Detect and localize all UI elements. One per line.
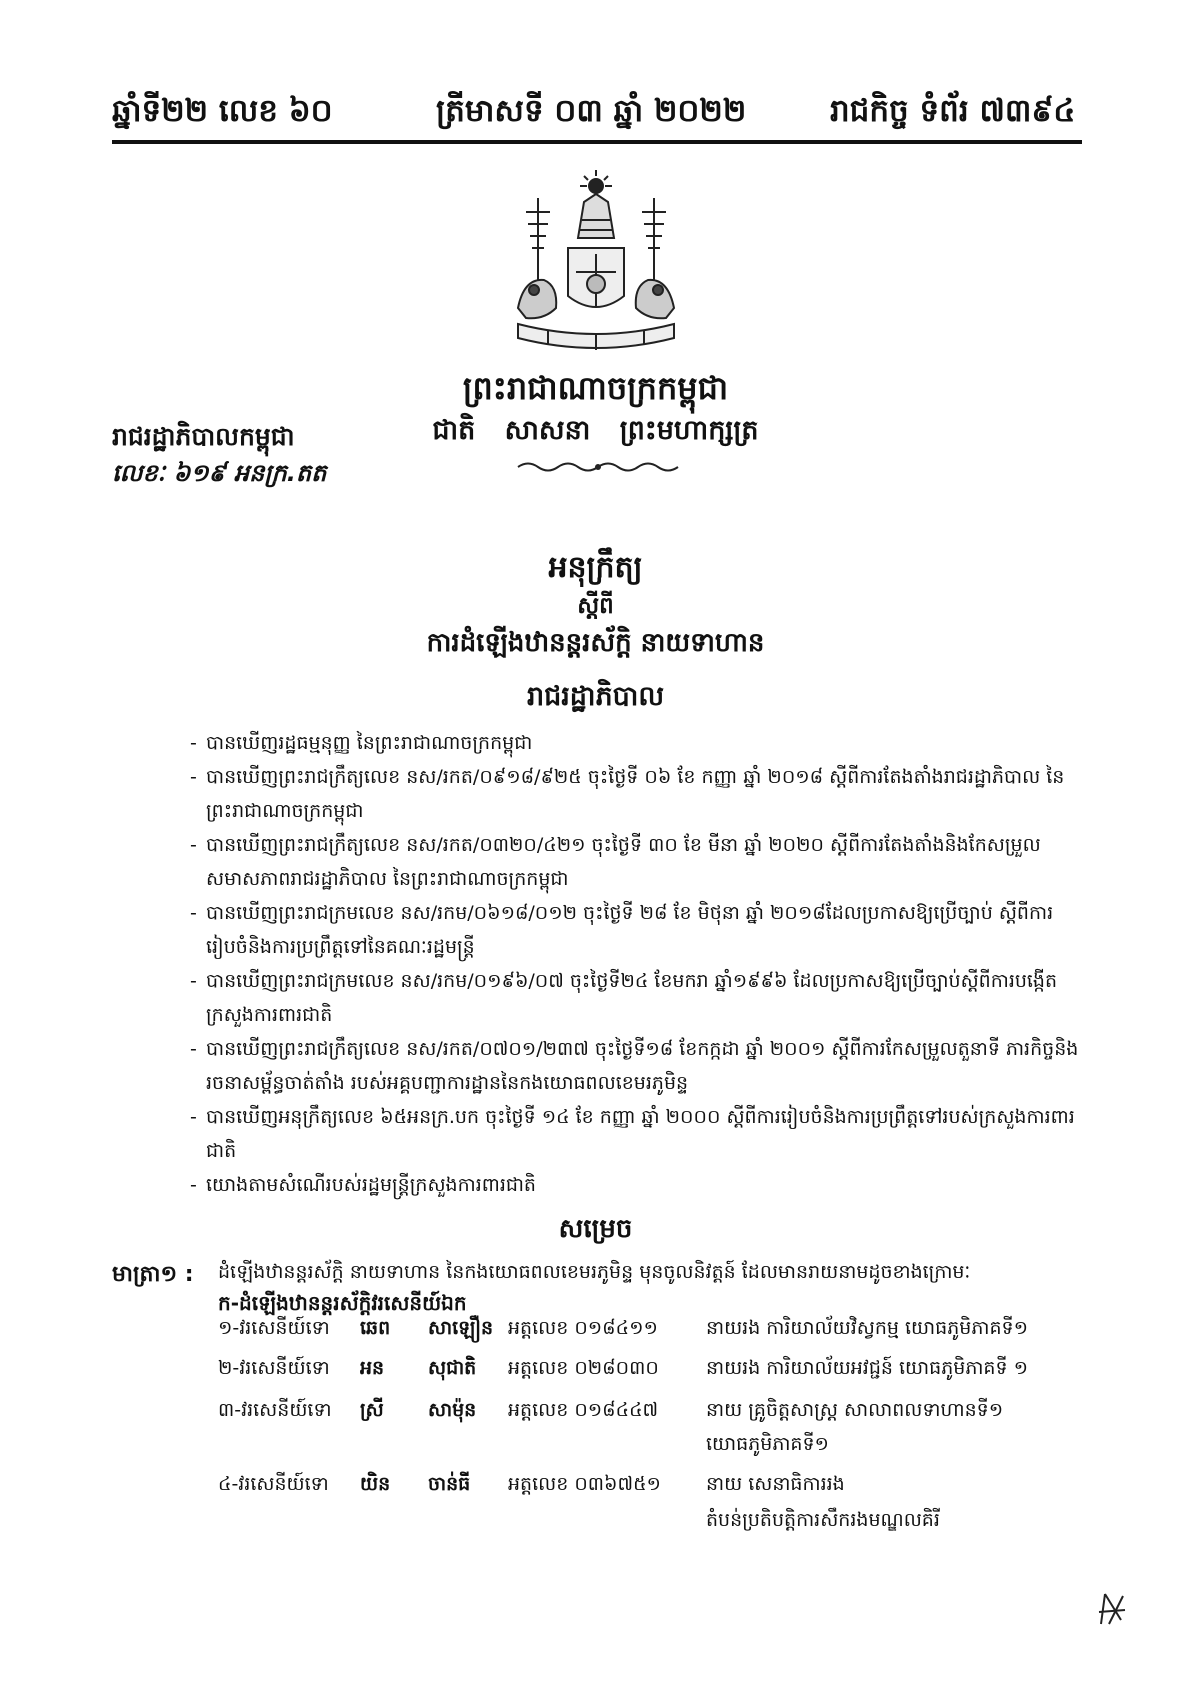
kingdom-name: ព្រះរាជាណាចក្រកម្ពុជា: [462, 369, 729, 407]
officer-position: នាយ គ្រូចិត្តសាស្ត្រ សាលាពលទាហានទី១: [706, 1399, 1004, 1421]
preamble-list: [190, 726, 1090, 1202]
officer-surname: ឆេព: [360, 1317, 391, 1339]
list-item: - បានឃើញព្រះរាជក្រឹត្យលេខ នស/រកត/០៩១៨/៩២៥ ចុះថ្ងៃទី ០៦ ខែ កញ្ញា ឆ្នាំ ២០១៨ ស្តីពីការតែងតាំងរាជរដ្ឋាភិបាល នៃព្រះរាជាណាចក្រកម្ពុជា: [190, 766, 1065, 822]
list-item: - យោងតាមសំណើរបស់រដ្ឋមន្ត្រីក្រសួងការពារជាតិ: [190, 1174, 536, 1196]
list-item: - បានឃើញព្រះរាជក្រឹត្យលេខ នស/រកត/០៣២០/៤២១ ចុះថ្ងៃទី ៣០ ខែ មីនា ឆ្នាំ ២០២០ ស្តីពីការតែងតាំងនិងកែសម្រួលសមាសភាពរាជរដ្ឋាភិបាល នៃព្រះរាជាណាចក្រកម្ពុជា: [190, 834, 1041, 890]
royal-emblem-icon: [498, 168, 694, 358]
ornament-divider-icon: [514, 458, 682, 476]
visa-text: បានឃើញរដ្ឋធម្មនុញ្ញ នៃព្រះរាជាណាចក្រកម្ពុជា: [206, 732, 533, 754]
list-item: - បានឃើញព្រះរាជក្រឹត្យលេខ នស/រកត/០៧០១/២៣៧ ចុះថ្ងៃទី១៨ ខែកក្កដា ឆ្នាំ ២០០១ ស្តីពីការកែសម្រួលតួនាទី ភារកិច្ចនិងរចនាសម្ព័ន្ធចាត់តាំង របស់អគ្គបញ្ជាការដ្ឋាននៃកងយោធពលខេមរភូមិន្ទ: [190, 1038, 1079, 1094]
officer-rank: ៣-វរសេនីយ៍ទោ: [218, 1399, 332, 1421]
officer-rank: ១-វរសេនីយ៍ទោ: [218, 1317, 330, 1339]
gazette-quarter: ត្រីមាសទី ០៣ ឆ្នាំ ២០២២: [436, 93, 747, 129]
officer-position: នាយរង ការិយាល័យអវជ្ជន៍ យោធភូមិភាគទី ១: [706, 1357, 1028, 1379]
officer-given-name: សុជាតិ: [428, 1357, 477, 1379]
officer-table: [0, 1312, 1191, 1552]
document-type: អនុក្រឹត្យ: [548, 550, 643, 585]
officer-position: នាយរង ការិយាល័យវិស្វកម្ម យោធភូមិភាគទី១: [706, 1317, 1028, 1339]
officer-given-name: សាម៉ុន: [428, 1399, 477, 1421]
gazette-year-number: ឆ្នាំទី២២ លេខ ៦០: [112, 93, 333, 129]
header-rule: [112, 140, 1082, 144]
visa-text: បានឃើញព្រះរាជក្រឹត្យលេខ នស/រកត/០៧០១/២៣៧ ចុះថ្ងៃទី១៨ ខែកក្កដា ឆ្នាំ ២០០១ ស្តីពីការកែសម្រួលតួនាទី ភារកិច្ចនិងរចនាសម្ព័ន្ធចាត់តាំង របស់អគ្គបញ្ជាការដ្ឋាននៃកងយោធពលខេមរភូមិន្ទ: [206, 1038, 1079, 1094]
gazette-page: រាជកិច្ច ទំព័រ ៧៣៩៤: [830, 93, 1076, 129]
officer-surname: ស្រី: [360, 1399, 384, 1421]
officer-surname: យិន: [360, 1473, 391, 1495]
visa-text: បានឃើញព្រះរាជក្រមលេខ នស/រកម/០១៩៦/០៧ ចុះថ្ងៃទី២៤ ខែមករា ឆ្នាំ១៩៩៦ ដែលប្រកាសឱ្យប្រើច្បាប់ស្តីពីការបង្កើតក្រសួងការពារជាតិ: [206, 970, 1058, 1026]
list-item: - បានឃើញរដ្ឋធម្មនុញ្ញ នៃព្រះរាជាណាចក្រកម្ពុជា: [190, 732, 533, 754]
officer-position: នាយ សេនាធិការរង: [706, 1473, 845, 1495]
issuing-authority: រាជរដ្ឋាភិបាល: [526, 681, 665, 712]
officer-rank: ២-វរសេនីយ៍ទោ: [218, 1357, 330, 1379]
officer-given-name: សាឡឿន: [428, 1317, 494, 1339]
document-subject: ការដំឡើងឋានន្តរស័ក្តិ នាយទាហាន: [426, 628, 765, 658]
list-item: - បានឃើញព្រះរាជក្រមលេខ នស/រកម/០៦១៨/០១២ ចុះថ្ងៃទី ២៨ ខែ មិថុនា ឆ្នាំ ២០១៨ដែលប្រកាសឱ្យប្រើច្បាប់ ស្តីពីការរៀបចំនិងការប្រព្រឹត្តទៅនៃគណៈរដ្ឋមន្ត្រី: [190, 902, 1054, 958]
officer-id: អត្តលេខ ០១៨៤៤៧: [508, 1399, 659, 1421]
visa-text: បានឃើញព្រះរាជក្រឹត្យលេខ នស/រកត/០៩១៨/៩២៥ ចុះថ្ងៃទី ០៦ ខែ កញ្ញា ឆ្នាំ ២០១៨ ស្តីពីការតែងតាំងរាជរដ្ឋាភិបាល នៃព្រះរាជាណាចក្រកម្ពុជា: [206, 766, 1065, 822]
visa-text: បានឃើញអនុក្រឹត្យលេខ ៦៥អនក្រ.បក ចុះថ្ងៃទី ១៤ ខែ កញ្ញា ឆ្នាំ ២០០០ ស្តីពីការរៀបចំនិងការប្រព្រឹត្តទៅរបស់ក្រសួងការពារជាតិ: [206, 1106, 1075, 1162]
officer-surname: អន: [360, 1357, 385, 1379]
initials-signature-icon: [1095, 1590, 1131, 1630]
officer-id: អត្តលេខ ០២៨០៣០: [508, 1357, 659, 1379]
document-reference: លេខៈ ៦១៩ អនក្រ.តត: [112, 459, 327, 487]
list-item: - បានឃើញអនុក្រឹត្យលេខ ៦៥អនក្រ.បក ចុះថ្ងៃទី ១៤ ខែ កញ្ញា ឆ្នាំ ២០០០ ស្តីពីការរៀបចំនិងការប្រព្រឹត្តទៅរបស់ក្រសួងការពារជាតិ: [190, 1106, 1075, 1162]
officer-given-name: ចាន់ធី: [428, 1473, 471, 1495]
officer-position-line2: តំបន់ប្រតិបត្តិការសឹករងមណ្ឌលគិរី: [706, 1509, 940, 1531]
decision-heading: សម្រេច: [558, 1214, 633, 1244]
article-subheading: ក-ដំឡើងឋានន្តរស័ក្តិវរសេនីយ៍ឯក: [218, 1291, 467, 1315]
article-label: មាត្រា១ :: [112, 1262, 194, 1287]
national-motto: ជាតិ សាសនា ព្រះមហាក្សត្រ: [432, 415, 759, 446]
visa-text: បានឃើញព្រះរាជក្រមលេខ នស/រកម/០៦១៨/០១២ ចុះថ្ងៃទី ២៨ ខែ មិថុនា ឆ្នាំ ២០១៨ដែលប្រកាសឱ្យប្រើច្បាប់ ស្តីពីការរៀបចំនិងការប្រព្រឹត្តទៅនៃគណៈរដ្ឋមន្ត្រី: [206, 902, 1054, 958]
article-text: ដំឡើងឋានន្តរស័ក្តិ នាយទាហាន នៃកងយោធពលខេមរភូមិន្ទ មុនចូលនិវត្តន៍ ដែលមានរាយនាមដូចខាងក្រោមៈ: [218, 1261, 971, 1283]
officer-rank: ៤-វរសេនីយ៍ទោ: [218, 1473, 329, 1495]
officer-position-line2: យោធភូមិភាគទី១: [706, 1433, 829, 1455]
visa-text: យោងតាមសំណើរបស់រដ្ឋមន្ត្រីក្រសួងការពារជាតិ: [206, 1174, 536, 1196]
list-item: - បានឃើញព្រះរាជក្រមលេខ នស/រកម/០១៩៦/០៧ ចុះថ្ងៃទី២៤ ខែមករា ឆ្នាំ១៩៩៦ ដែលប្រកាសឱ្យប្រើច្បាប់ស្តីពីការបង្កើតក្រសួងការពារជាតិ: [190, 970, 1058, 1026]
visa-text: បានឃើញព្រះរាជក្រឹត្យលេខ នស/រកត/០៣២០/៤២១ ចុះថ្ងៃទី ៣០ ខែ មីនា ឆ្នាំ ២០២០ ស្តីពីការតែងតាំងនិងកែសម្រួលសមាសភាពរាជរដ្ឋាភិបាល នៃព្រះរាជាណាចក្រកម្ពុជា: [206, 834, 1041, 890]
officer-id: អត្តលេខ ០៣៦៧៥១: [508, 1473, 661, 1495]
officer-id: អត្តលេខ ០១៨៤១១: [508, 1317, 658, 1339]
issuing-government: រាជរដ្ឋាភិបាលកម្ពុជា: [112, 422, 295, 451]
about-label: ស្តីពី: [577, 593, 614, 619]
